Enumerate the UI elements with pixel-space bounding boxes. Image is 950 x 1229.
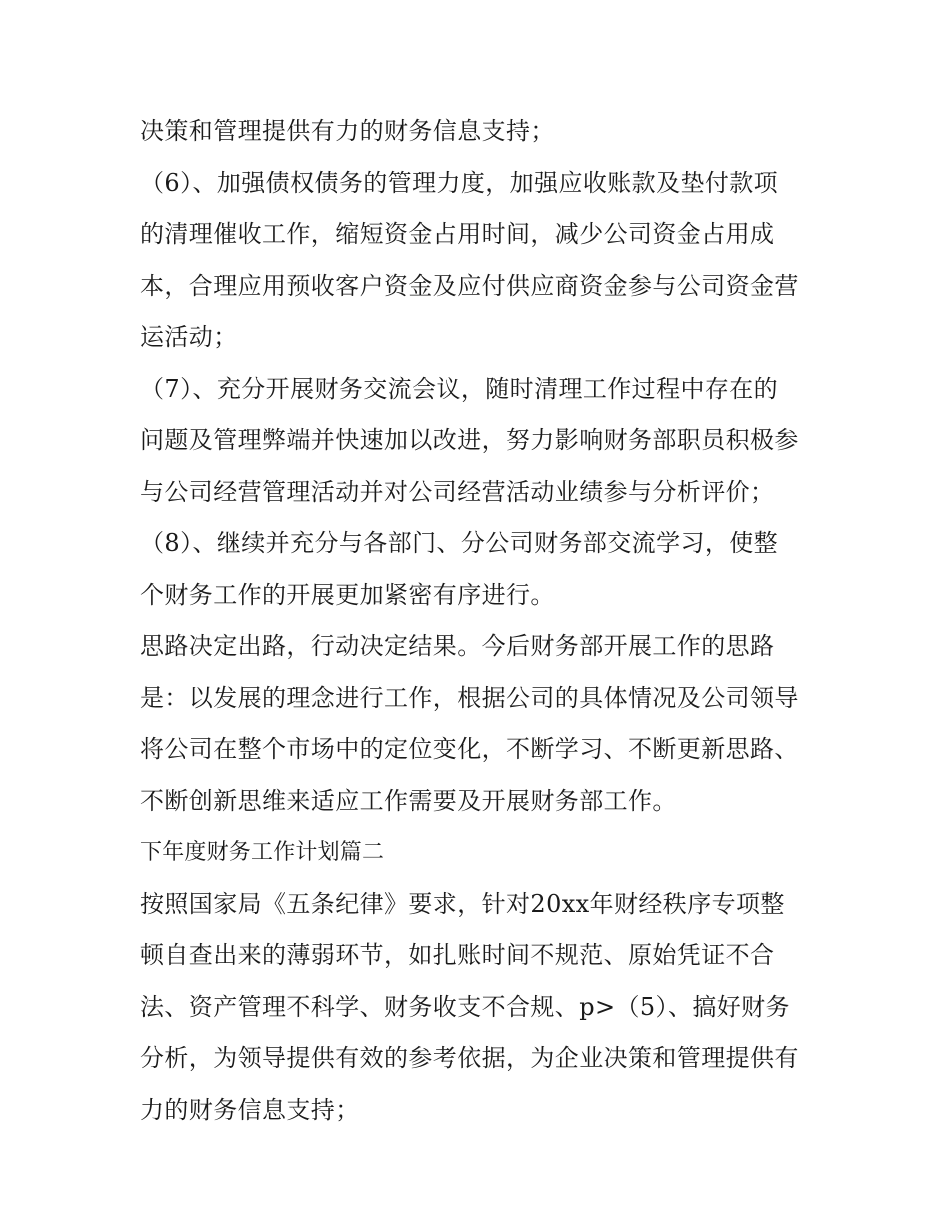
text-line: 分析，为领导提供有效的参考依据，为企业决策和管理提供有 <box>140 1044 799 1072</box>
text-line: （6）、加强债权债务的管理力度，加强应收账款及垫付款项 <box>140 168 779 197</box>
text-line: 运活动； <box>140 323 238 351</box>
text-line: （7）、充分开展财务交流会议，随时清理工作过程中存在的 <box>140 374 779 403</box>
text-line: 决策和管理提供有力的财务信息支持； <box>140 117 555 145</box>
section-heading: 下年度财务工作计划篇二 <box>140 840 385 865</box>
text-line: 法、资产管理不科学、财务收支不合规、p>（5）、搞好财务 <box>140 992 790 1021</box>
text-line: （8）、继续并充分与各部门、分公司财务部交流学习，使整 <box>140 529 779 557</box>
text-line: 力的财务信息支持； <box>140 1095 360 1124</box>
text-line: 本，合理应用预收客户资金及应付供应商资金参与公司资金营 <box>140 271 799 300</box>
text-line: 与公司经营管理活动并对公司经营活动业绩参与分析评价； <box>140 477 775 506</box>
text-line: 思路决定出路，行动决定结果。今后财务部开展工作的思路 <box>140 632 775 660</box>
text-line: 按照国家局《五条纪律》要求，针对20xx年财经秩序专项整 <box>140 889 785 918</box>
text-line: 顿自查出来的薄弱环节，如扎账时间不规范、原始凭证不合 <box>140 941 775 969</box>
text-line: 将公司在整个市场中的定位变化，不断学习、不断更新思路、 <box>140 735 799 763</box>
text-line: 个财务工作的开展更加紧密有序进行。 <box>140 580 555 609</box>
text-line: 不断创新思维来适应工作需要及开展财务部工作。 <box>140 786 677 815</box>
document-body <box>140 106 820 1136</box>
text-line: 是：以发展的理念进行工作，根据公司的具体情况及公司领导 <box>140 683 799 712</box>
text-line: 问题及管理弊端并快速加以改进，努力影响财务部职员积极参 <box>140 426 799 454</box>
text-line: 的清理催收工作，缩短资金占用时间，减少公司资金占用成 <box>140 220 775 248</box>
